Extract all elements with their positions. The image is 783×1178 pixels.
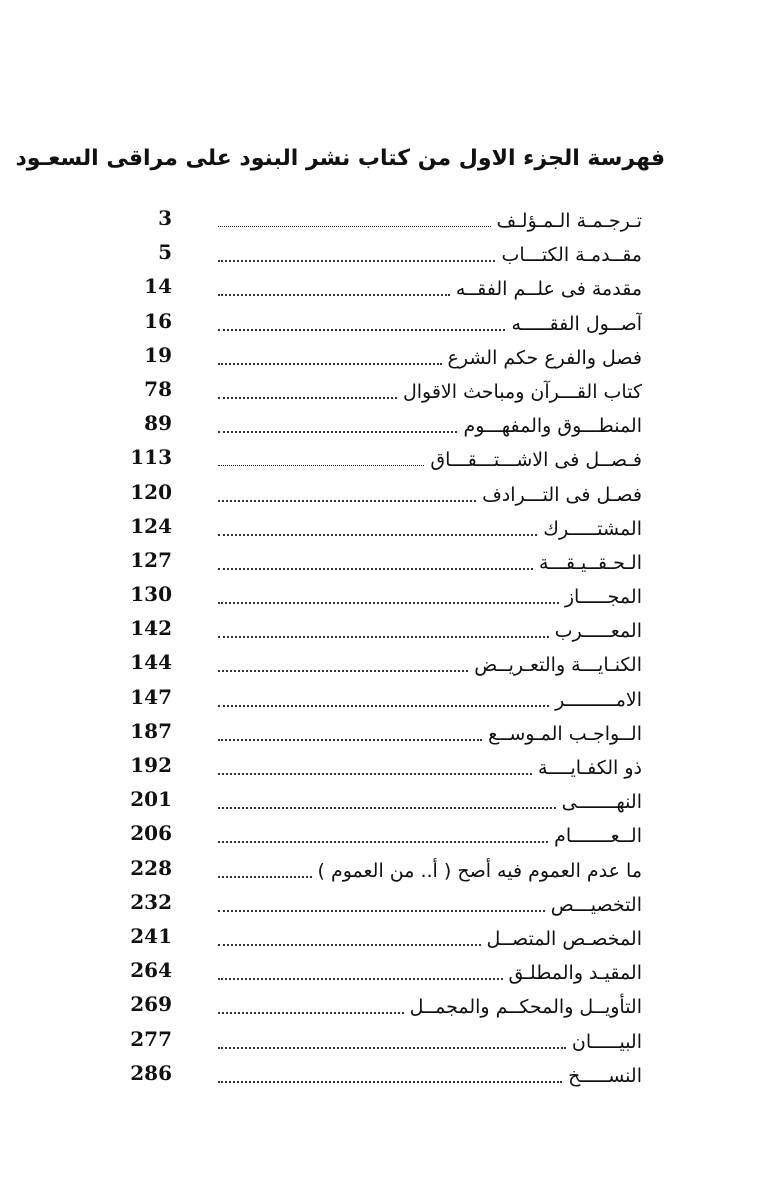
toc-entry-label: الــواجـب المـوســع bbox=[482, 719, 642, 749]
toc-page-number: 3 bbox=[158, 206, 172, 230]
toc-page-number: 277 bbox=[130, 1026, 172, 1051]
toc-page-number: 192 bbox=[130, 753, 172, 777]
dot-leader bbox=[218, 465, 424, 466]
dot-leader bbox=[218, 534, 537, 536]
toc-entry-label: كتاب القـــرآن ومباحث الاقوال bbox=[397, 377, 642, 407]
dot-leader bbox=[218, 739, 482, 741]
dot-leader bbox=[218, 705, 549, 707]
toc-entry-line bbox=[218, 646, 642, 680]
toc-page-number: 286 bbox=[130, 1060, 172, 1085]
toc-entry-label: فصـل فى التـــرادف bbox=[476, 480, 642, 510]
toc-entry-line bbox=[218, 373, 642, 407]
toc-entry-label: المخصـص المتصــل bbox=[481, 924, 642, 954]
dot-leader bbox=[218, 1081, 562, 1083]
toc-entry-line bbox=[218, 510, 642, 544]
dot-leader bbox=[218, 260, 495, 262]
toc-entry-label: النســـــخ bbox=[562, 1061, 642, 1091]
toc-page-number: 113 bbox=[130, 445, 172, 470]
toc-entry-line bbox=[218, 681, 642, 715]
toc-entry-line bbox=[218, 202, 642, 236]
toc-row bbox=[130, 954, 642, 988]
dot-leader bbox=[218, 431, 457, 433]
toc-entry-line bbox=[218, 305, 642, 339]
dot-leader bbox=[218, 944, 481, 946]
toc-entry-label: الكنـايـــة والتعـريــض bbox=[468, 650, 642, 680]
toc-page-number: 127 bbox=[130, 547, 172, 572]
toc-row bbox=[130, 681, 642, 715]
toc-entry-line bbox=[218, 441, 642, 475]
toc-entry-label: تـرجـمـة الـمـؤلـف bbox=[491, 206, 642, 236]
dot-leader bbox=[218, 329, 505, 331]
toc-entry-line bbox=[218, 1057, 642, 1091]
toc-entry-line bbox=[218, 270, 642, 304]
toc-page-number: 228 bbox=[130, 855, 172, 880]
toc-row bbox=[130, 305, 642, 339]
toc-row bbox=[130, 988, 642, 1022]
toc-row bbox=[130, 715, 642, 749]
toc-page-number: 124 bbox=[130, 513, 172, 538]
toc-entry-line bbox=[218, 236, 642, 270]
dot-leader bbox=[218, 294, 450, 296]
toc-entry-label: المجـــــاز bbox=[559, 582, 642, 612]
page-title: فهرسة الجزء الاول من كتاب نشر البنود على مراقى السعـود bbox=[15, 146, 665, 171]
dot-leader bbox=[218, 1047, 566, 1049]
toc-row bbox=[130, 920, 642, 954]
toc-entry-label: المقيـد والمطلـق bbox=[503, 958, 643, 988]
toc-row bbox=[130, 1057, 642, 1091]
toc-row bbox=[130, 1023, 642, 1057]
toc-entry-line bbox=[218, 954, 642, 988]
toc-entry-label: المنطـــوق والمفهـــوم bbox=[457, 411, 642, 441]
toc-entry-label: المعـــــرب bbox=[549, 616, 642, 646]
toc-page-number: 187 bbox=[130, 718, 172, 743]
dot-leader bbox=[218, 363, 442, 365]
toc-entry-line bbox=[218, 886, 642, 920]
toc-entry-label: الـحـقــيـقـــة bbox=[533, 548, 642, 578]
toc-entry-label: فـصــل فى الاشـــتـــقـــاق bbox=[424, 445, 642, 475]
toc-row bbox=[130, 612, 642, 646]
dot-leader bbox=[218, 226, 491, 227]
toc-row bbox=[130, 749, 642, 783]
toc-entry-label: مقــدمـة الكتـــاب bbox=[495, 240, 642, 270]
toc-entry-label: المشتـــــرك bbox=[537, 514, 642, 544]
toc-row bbox=[130, 578, 642, 612]
toc-entry-label: الامـــــــــر bbox=[549, 685, 642, 715]
toc-row bbox=[130, 270, 642, 304]
toc-page-number: 269 bbox=[130, 992, 172, 1017]
toc-entry-label: النهـــــــى bbox=[556, 787, 642, 817]
toc-entry-line bbox=[218, 1023, 642, 1057]
toc-page-number: 142 bbox=[130, 616, 172, 641]
toc-entry-label: الــعـــــــام bbox=[548, 821, 642, 851]
toc-entry-line bbox=[218, 783, 642, 817]
toc-row bbox=[130, 476, 642, 510]
toc-row bbox=[130, 817, 642, 851]
toc-row bbox=[130, 236, 642, 270]
toc-entry-line bbox=[218, 407, 642, 441]
toc-entry-label: آصــول الفقـــــه bbox=[505, 309, 642, 339]
toc-row bbox=[130, 510, 642, 544]
dot-leader bbox=[218, 1012, 404, 1014]
toc-entry-line bbox=[218, 988, 642, 1022]
toc-page-number: 14 bbox=[144, 274, 172, 299]
toc-entry-label: فصل والفرع حكم الشرع bbox=[442, 343, 642, 373]
toc-page-number: 120 bbox=[130, 479, 172, 504]
toc-page-number: 89 bbox=[144, 411, 172, 436]
toc-page-number: 264 bbox=[130, 958, 172, 983]
dot-leader bbox=[218, 841, 548, 843]
toc-entry-line bbox=[218, 920, 642, 954]
toc-entry-line bbox=[218, 715, 642, 749]
dot-leader bbox=[218, 978, 503, 980]
toc-page-number: 201 bbox=[130, 787, 172, 812]
toc-entry-line bbox=[218, 476, 642, 510]
toc-entry-line bbox=[218, 339, 642, 373]
toc-page-number: 206 bbox=[130, 821, 172, 846]
toc-row bbox=[130, 886, 642, 920]
toc-entry-line bbox=[218, 578, 642, 612]
toc-row bbox=[130, 852, 642, 886]
toc-page-number: 19 bbox=[144, 342, 172, 367]
toc-page-number: 5 bbox=[158, 240, 172, 265]
dot-leader bbox=[218, 568, 533, 570]
toc-entry-line bbox=[218, 749, 642, 783]
toc-entry-line bbox=[218, 817, 642, 851]
toc-page-number: 78 bbox=[144, 376, 172, 401]
toc-page-number: 241 bbox=[130, 923, 172, 948]
dot-leader bbox=[218, 910, 545, 912]
toc-row bbox=[130, 441, 642, 475]
dot-leader bbox=[218, 500, 476, 502]
table-of-contents bbox=[130, 202, 642, 1091]
dot-leader bbox=[218, 602, 559, 604]
toc-row bbox=[130, 646, 642, 680]
toc-entry-line bbox=[218, 544, 642, 578]
toc-row bbox=[130, 202, 642, 236]
toc-entry-label: البيـــــان bbox=[566, 1027, 642, 1057]
dot-leader bbox=[218, 807, 556, 809]
toc-page-number: 232 bbox=[130, 889, 172, 914]
toc-row bbox=[130, 783, 642, 817]
toc-entry-line bbox=[218, 612, 642, 646]
toc-entry-line bbox=[218, 852, 642, 886]
toc-row bbox=[130, 339, 642, 373]
dot-leader bbox=[218, 876, 312, 878]
toc-entry-label: التأويــل والمحكــم والمجمــل bbox=[404, 992, 642, 1022]
dot-leader bbox=[218, 773, 532, 775]
dot-leader bbox=[218, 670, 468, 672]
toc-row bbox=[130, 544, 642, 578]
dot-leader bbox=[218, 397, 397, 399]
toc-entry-label: ما عدم العموم فيه أصح ( أ.. من العموم ) bbox=[312, 856, 643, 886]
toc-page-number: 130 bbox=[130, 582, 172, 607]
toc-page-number: 144 bbox=[130, 650, 172, 675]
toc-page-number: 16 bbox=[144, 308, 172, 333]
toc-row bbox=[130, 407, 642, 441]
toc-entry-label: ذو الكفـايــــة bbox=[532, 753, 642, 783]
toc-page-number: 147 bbox=[130, 684, 172, 709]
dot-leader bbox=[218, 636, 549, 638]
toc-row bbox=[130, 373, 642, 407]
toc-entry-label: التخصيـــص bbox=[545, 890, 642, 920]
toc-entry-label: مقدمة فى علــم الفقــه bbox=[450, 274, 642, 304]
